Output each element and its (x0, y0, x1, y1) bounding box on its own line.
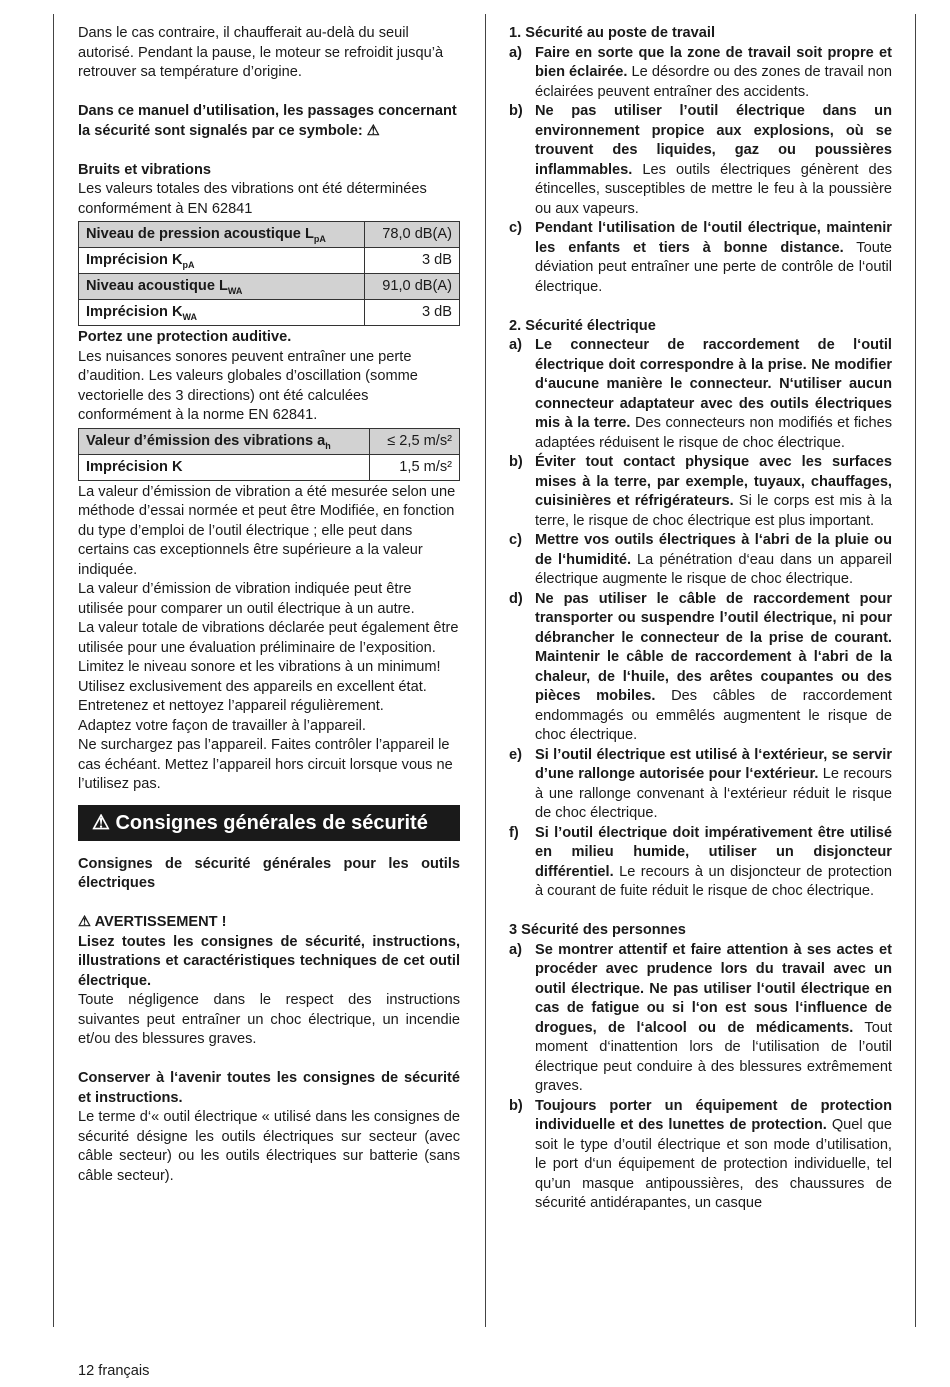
table-row (79, 454, 460, 480)
right-margin-rule (915, 14, 916, 1327)
table-label: Niveau acoustique $L_{WA}$ (79, 274, 365, 300)
vibration-text: La valeur d’émission de vibration indiquée peut être utilisée pour comparer un outil électrique à un autre. (78, 581, 415, 617)
warning-text: Toute négligence dans le respect des instructions suivantes peut entraîner un choc électrique, un incendie et/ou des blessures graves. (78, 992, 460, 1047)
intro-paragraph: Dans le cas contraire, il chaufferait au-delà du seuil autorisé. Pendant la pause, le moteur se refroidit jusqu’à retrouver sa température d’origine. (78, 25, 444, 80)
noise-table (78, 221, 460, 326)
safety-symbol-note: Dans ce manuel d’utilisation, les passages concernant la sécurité sont signalés par ce symbole: ⚠ (78, 103, 457, 139)
list-item: c) Mettre vos outils électriques à l‘abri de la pluie ou de l‘humidité. La pénétration d‘eau dans un appareil électrique augmente le risque de choc électrique. (509, 532, 892, 587)
list-item: f) Si l’outil électrique doit impérativement être utilisé en milieu humide, utiliser un disjoncteur différentiel. Le recours à un disjoncteur de protection à courant de fuite réduit le risque de choc électrique. (509, 824, 892, 899)
table-value: 3 dB (364, 300, 459, 326)
page-footer: 12 français (78, 1363, 150, 1379)
table-row (79, 428, 460, 454)
table-row (79, 274, 460, 300)
list-item: b) Toujours porter un équipement de protection individuelle et des lunettes de protection. Quel que soit le type d’outil électrique et son mode d’utilisation, le port d‘un équipement de protection individuelle, tel qu’un masque antipoussières, des chaussures de sécurité antidérapantes, un casque (509, 1097, 892, 1211)
list-item: b) Éviter tout contact physique avec les surfaces mises à la terre, par exemple, tuyaux, chauffages, cuisinières et réfrigérateurs. Si le corps est mis à la terre, le risque de choc électrique est plus important. (509, 454, 893, 529)
center-column-rule (485, 14, 486, 1327)
table-label: Imprécision $K_{pA}$ (79, 248, 365, 274)
list-item: e) Si l’outil électrique est utilisé à l‘extérieur, se servir d’une rallonge autorisée pour l‘extérieur. Le recours à une rallonge convenant à l‘extérieur réduit le risque de choc électrique. (509, 746, 892, 821)
vibration-table (78, 428, 460, 481)
keep-instructions-heading: Conserver à l‘avenir toutes les consignes de sécurité et instructions. (78, 1070, 460, 1106)
section-banner: ⚠ Consignes générales de sécurité (78, 805, 460, 841)
vibration-text: Adaptez votre façon de travailler à l’appareil. (78, 717, 366, 734)
table-label: Niveau de pression acoustique $L_{pA}$ (79, 222, 365, 248)
table-label: Imprécision $K_{WA}$ (79, 300, 365, 326)
general-heading: Consignes de sécurité générales pour les outils électriques (78, 855, 460, 891)
right-column (509, 24, 892, 1214)
keep-instructions-text: Le terme d‘« outil électrique « utilisé dans les consignes de sécurité désigne les outils électriques sur secteur (avec câble secteur) ou les outils électriques sur batterie (sans câble secteur). (78, 1109, 460, 1184)
left-column (78, 24, 460, 1186)
table-row (79, 222, 460, 248)
hearing-text: Les nuisances sonores peuvent entraîner une perte d’audition. Les valeurs globales d’oscillation (somme vectorielle des 3 directions) ont été calculées conformément à la norme EN 62841. (78, 348, 418, 423)
list-item: b) Ne pas utiliser l’outil électrique dans un environnement propice aux explosions, où se trouvent des liquides, gaz ou poussières inflammables. Les outils électriques génèrent des étincelles, susceptibles de mettre le feu à la poussière ou aux vapeurs. (509, 103, 892, 217)
table-value: 91,0 dB(A) (364, 274, 459, 300)
list-item: a) Faire en sorte que la zone de travail soit propre et bien éclairée. Le désordre ou des zones de travail non éclairées peuvent entraîner des accidents. (509, 44, 892, 100)
warning-bold: Lisez toutes les consignes de sécurité, instructions, illustrations et caractéristiques techniques de cet outil électrique. (78, 933, 460, 989)
vibration-text: La valeur d’émission de vibration a été mesurée selon une méthode d’essai normée et peut être Modifiée, en fonction du type d’emploi de l’outil électrique ; elle peut dans certains cas exceptionnels être supérieure a la valeur indiquée. (78, 483, 456, 578)
table-value: 3 dB (364, 248, 459, 274)
table-row (79, 248, 460, 274)
list-item: d) Ne pas utiliser le câble de raccordement pour transporter ou suspendre l’outil électrique, ni pour débrancher le connecteur de la prise de courant. Maintenir le câble de raccordement à l‘abri de la chaleur, de l‘huile, des arêtes coupantes ou des pièces mobiles. Des câbles de raccordement endommagés ou emmêlés augmentent le risque de choc électrique. (509, 590, 892, 743)
noise-intro: Les valeurs totales des vibrations ont été déterminées conformément à EN 62841 (78, 181, 427, 217)
left-margin-rule (53, 14, 54, 1327)
section-title: 1. Sécurité au poste de travail (509, 25, 716, 41)
vibration-text: Ne surchargez pas l’appareil. Faites contrôler l’appareil le cas échéant. Mettez l’appareil hors circuit lorsque vous ne l’utilisez pas. (78, 737, 453, 792)
table-label: Valeur d’émission des vibrations $a_h$ (79, 428, 370, 454)
noise-heading: Bruits et vibrations (78, 161, 211, 178)
section-title: 2. Sécurité électrique (509, 317, 656, 334)
hearing-heading: Portez une protection auditive. (78, 329, 292, 345)
list-item: a) Se montrer attentif et faire attention à ses actes et procéder avec prudence lors du travail avec un outil électrique. Ne pas utiliser l‘outil électrique en cas de fatigue ou si l‘on est sous l‘influence de drogues, de l‘alcool ou de médicaments. Tout moment d‘inattention lors de l‘utilisation de l’outil électrique peut conduire à des blessures extrêmement graves. (509, 941, 892, 1094)
section-title: 3 Sécurité des personnes (509, 922, 686, 938)
table-value: 78,0 dB(A) (364, 222, 459, 248)
list-item: c) Pendant l‘utilisation de l‘outil électrique, maintenir les enfants et tiers à bonne distance. Toute déviation peut entraîner une perte de contrôle de l‘outil électrique. (509, 220, 892, 295)
warning-title: ⚠ AVERTISSEMENT ! (78, 914, 227, 930)
list-item: a) Le connecteur de raccordement de l‘outil électrique doit correspondre à la prise. Ne modifier d‘aucune manière le connecteur. N‘utiliser aucun connecteur adaptateur avec des outils électriques mis à la terre. Des connecteurs non modifiés et fiches adaptées réduisent le risque de choc électrique. (509, 337, 892, 451)
vibration-text: Limitez le niveau sonore et les vibrations à un minimum! Utilisez exclusivement des appareils en excellent état. Entretenez et nettoyez l’appareil régulièrement. (78, 659, 441, 714)
table-value: 1,5 m/s² (370, 454, 460, 480)
vibration-text: La valeur totale de vibrations déclarée peut également être utilisée pour une évaluation préliminaire de l’exposition. (78, 620, 459, 656)
table-label: Imprécision K (79, 454, 370, 480)
table-value: ≤ 2,5 m/s² (370, 428, 460, 454)
table-row (79, 300, 460, 326)
